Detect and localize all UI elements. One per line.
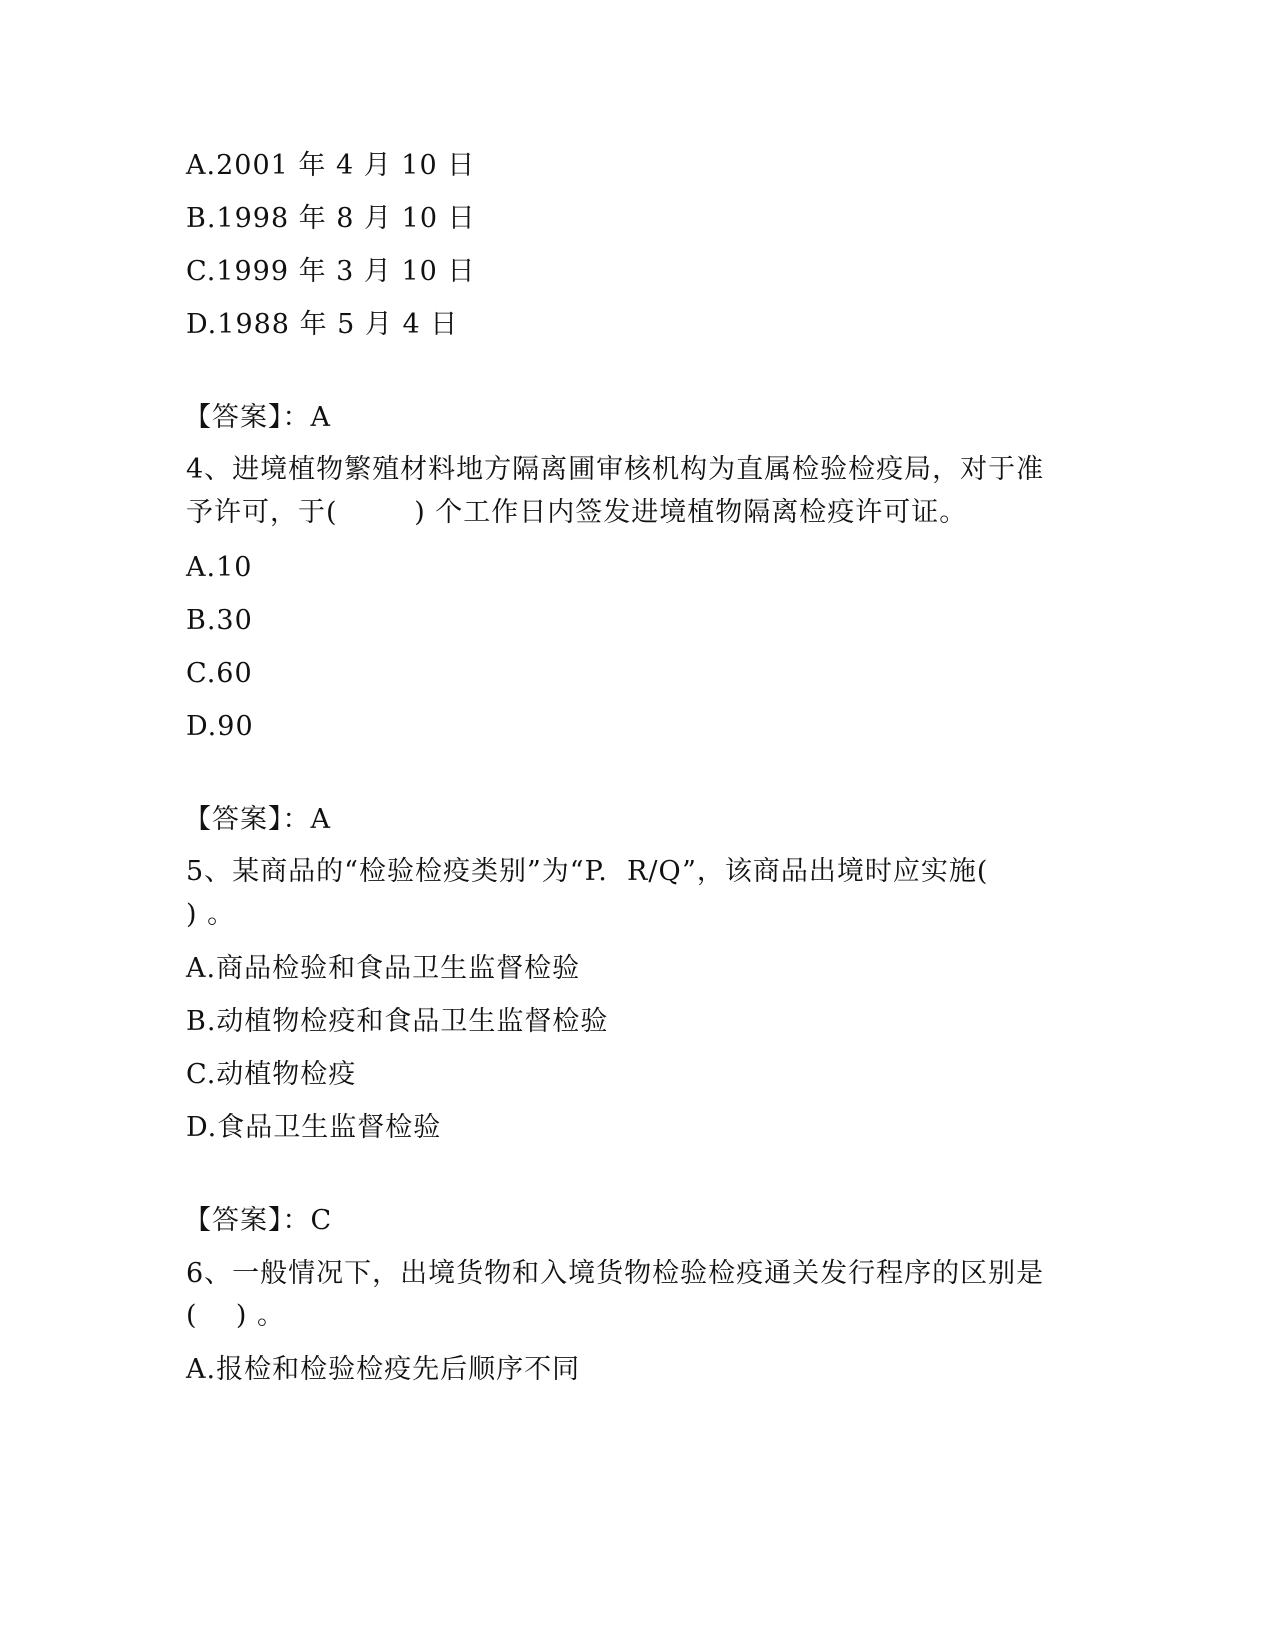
option-c-q3: C.1999 年 3 月 10 日: [186, 256, 476, 287]
question-4-line-2: 予许可，于( ) 个工作日内签发进境植物隔离检疫许可证。: [186, 497, 968, 528]
option-b-q3: B.1998 年 8 月 10 日: [186, 203, 476, 234]
option-a-q5: A.商品检验和食品卫生监督检验: [186, 953, 581, 984]
option-d-q3: D.1988 年 5 月 4 日: [186, 309, 459, 340]
question-6-line-2: ( ) 。: [186, 1300, 285, 1331]
question-5-line-2: ) 。: [186, 899, 236, 930]
answer-q4: 【答案】：A: [184, 804, 331, 835]
option-b-q4: B.30: [186, 605, 253, 636]
question-5-line-1: 5、某商品的“检验检疫类别”为“P. R/Q”，该商品出境时应实施(: [186, 856, 989, 887]
option-a-q3: A.2001 年 4 月 10 日: [186, 150, 476, 181]
option-d-q5: D.食品卫生监督检验: [186, 1112, 442, 1143]
option-c-q5: C.动植物检疫: [186, 1059, 357, 1090]
option-d-q4: D.90: [186, 711, 254, 742]
question-6-line-1: 6、一般情况下，出境货物和入境货物检验检疫通关发行程序的区别是: [186, 1258, 1045, 1289]
question-4-line-1: 4、进境植物繁殖材料地方隔离圃审核机构为直属检验检疫局，对于准: [186, 454, 1045, 485]
answer-q3: 【答案】：A: [184, 402, 331, 433]
option-a-q4: A.10: [186, 552, 253, 583]
option-b-q5: B.动植物检疫和食品卫生监督检验: [186, 1006, 609, 1037]
option-c-q4: C.60: [186, 658, 253, 689]
option-a-q6: A.报检和检验检疫先后顺序不同: [186, 1354, 581, 1385]
answer-q5: 【答案】：C: [184, 1205, 333, 1236]
